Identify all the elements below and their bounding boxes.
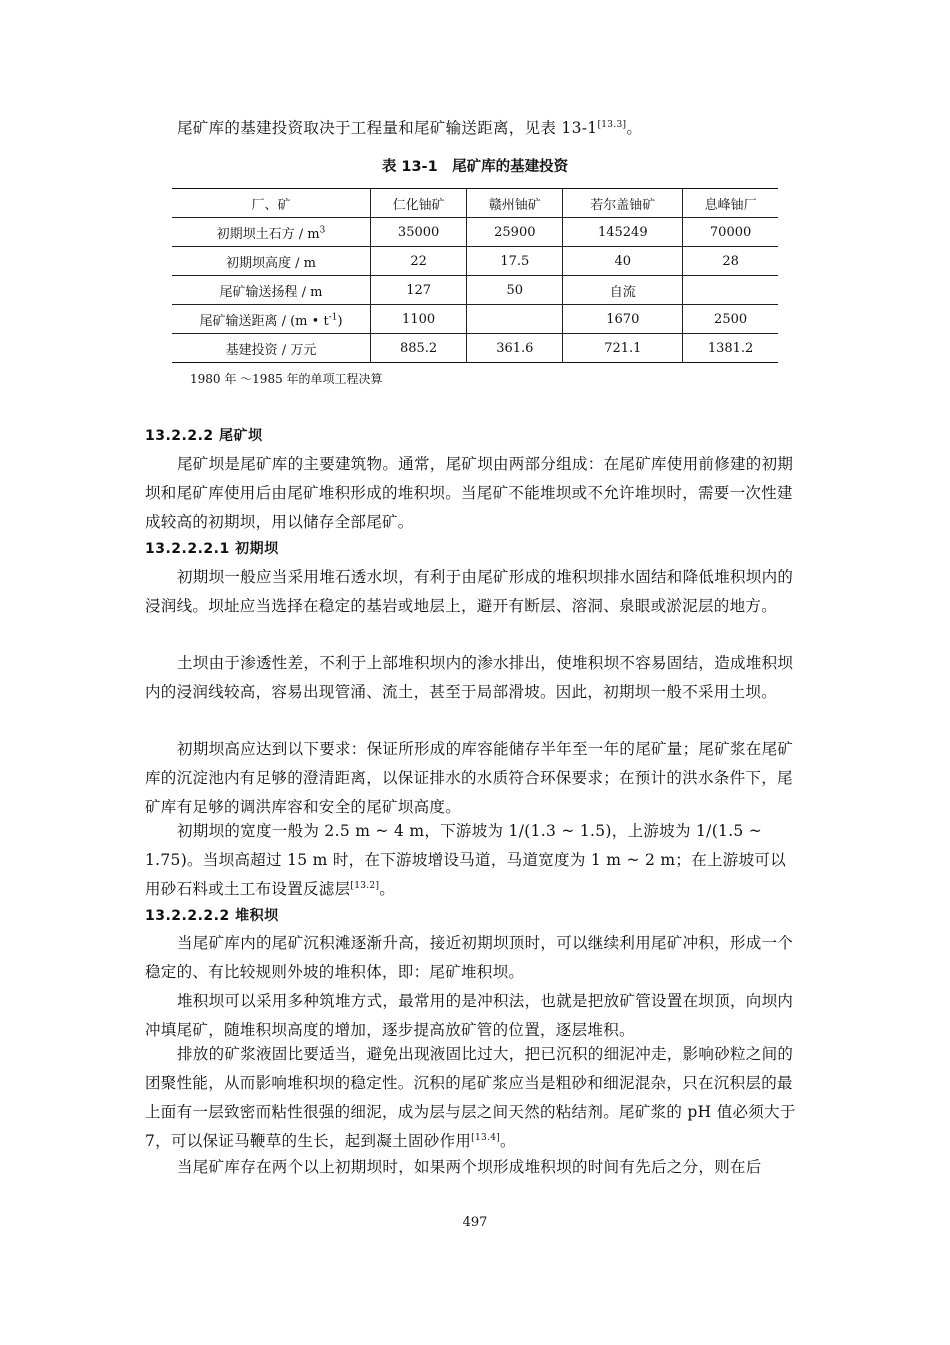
- row-label: 初期坝高度 / m: [172, 247, 371, 276]
- table-row: [172, 276, 778, 305]
- table-cell: 1381.2: [683, 334, 778, 363]
- table-cell: 28: [683, 247, 778, 276]
- page-number: 497: [462, 1215, 488, 1230]
- header-cell: 若尔盖铀矿: [563, 189, 683, 218]
- paragraph: 土坝由于渗透性差，不利于上部堆积坝内的渗水排出，使堆积坝不容易固结，造成堆积坝内的浸润线较高，容易出现管涌、流土，甚至于局部滑坡。因此，初期坝一般不采用土坝。: [145, 654, 794, 701]
- header-cell: 仁化铀矿: [371, 189, 467, 218]
- intro-paragraph: [145, 114, 800, 143]
- table-cell: 2500: [683, 305, 778, 334]
- citation-ref: [13.2]: [350, 880, 380, 891]
- table-header-row: [172, 189, 778, 218]
- paragraph: 初期坝高应达到以下要求：保证所形成的库容能储存半年至一年的尾矿量；尾矿浆在尾矿库的沉淀池内有足够的澄清距离，以保证排水的水质符合环保要求；在预计的洪水条件下，尾矿库有足够的调洪库容和安全的尾矿坝高度。: [145, 740, 794, 816]
- table-cell: 17.5: [467, 247, 563, 276]
- table-caption: 表 13-1 尾矿库的基建投资: [381, 159, 569, 175]
- table-cell: 35000: [371, 218, 467, 247]
- table-cell: [467, 305, 563, 334]
- table-cell: [683, 276, 778, 305]
- paragraph: 尾矿坝是尾矿库的主要建筑物。通常，尾矿坝由两部分组成：在尾矿库使用前修建的初期坝和尾矿库使用后由尾矿堆积形成的堆积坝。当尾矿不能堆坝或不允许堆坝时，需要一次性建成较高的初期坝，用以储存全部尾矿。: [145, 455, 794, 531]
- paragraph: 堆积坝可以采用多种筑堆方式，最常用的是冲积法，也就是把放矿管设置在坝顶，向坝内冲填尾矿，随堆积坝高度的增加，逐步提高放矿管的位置，逐层堆积。: [145, 992, 794, 1039]
- table-cell: 1670: [563, 305, 683, 334]
- citation-ref: [13.3]: [597, 119, 627, 130]
- table-cell: 25900: [467, 218, 563, 247]
- table-cell: 361.6: [467, 334, 563, 363]
- subsection-heading: 13.2.2.2.2 堆积坝: [145, 908, 279, 924]
- table-cell: 50: [467, 276, 563, 305]
- citation-ref: [13.4]: [471, 1132, 501, 1143]
- table-cell: 22: [371, 247, 467, 276]
- table-cell: 721.1: [563, 334, 683, 363]
- table-cell: 自流: [563, 276, 683, 305]
- header-cell: 厂、矿: [172, 189, 371, 218]
- section-heading: 13.2.2.2 尾矿坝: [145, 428, 263, 444]
- row-label: 尾矿输送扬程 / m: [172, 276, 371, 305]
- table-row: [172, 305, 778, 334]
- table-note: 1980 年 ～1985 年的单项工程决算: [190, 372, 383, 386]
- table-cell: 127: [371, 276, 467, 305]
- table-cell: 70000: [683, 218, 778, 247]
- paragraph: 当尾矿库内的尾矿沉积滩逐渐升高，接近初期坝顶时，可以继续利用尾矿冲积，形成一个稳定的、有比较规则外坡的堆积体，即：尾矿堆积坝。: [145, 934, 794, 981]
- paragraph: 当尾矿库存在两个以上初期坝时，如果两个坝形成堆积坝的时间有先后之分，则在后: [177, 1158, 762, 1176]
- paragraph: 初期坝的宽度一般为 2.5 m ~ 4 m，下游坡为 1/(1.3 ~ 1.5)，上游坡为 1/(1.5 ~ 1.75)。当坝高超过 15 m 时，在下游坡增设马道，马道宽度为 1 m ~ 2 m；在上游坡可以用砂石料或土工布设置反滤层[13.2]。: [145, 822, 787, 898]
- row-label: 初期坝土石方 / $m^3$: [172, 218, 371, 247]
- table-row: [172, 334, 778, 363]
- intro-text: 尾矿库的基建投资取决于工程量和尾矿输送距离，见表 13-1: [177, 119, 598, 137]
- table-cell: 145249: [563, 218, 683, 247]
- paragraph: 初期坝一般应当采用堆石透水坝，有利于由尾矿形成的堆积坝排水固结和降低堆积坝内的浸润线。坝址应当选择在稳定的基岩或地层上，避开有断层、溶洞、泉眼或淤泥层的地方。: [145, 568, 794, 615]
- paragraph: 排放的矿浆液固比要适当，避免出现液固比过大，把已沉积的细泥冲走，影响砂粒之间的团聚性能，从而影响堆积坝的稳定性。沉积的尾矿浆应当是粗砂和细泥混杂，只在沉积层的最上面有一层致密而粘性很强的细泥，成为层与层之间天然的粘结剂。尾矿浆的 pH 值必须大于 7，可以保证马鞭草的生长，起到凝土固砂作用[13.4]。: [145, 1045, 796, 1150]
- table-cell: 1100: [371, 305, 467, 334]
- table-cell: 885.2: [371, 334, 467, 363]
- intro-end: 。: [626, 119, 643, 137]
- row-label: 基建投资 / 万元: [172, 334, 371, 363]
- investment-table: [172, 188, 778, 363]
- table-row: [172, 247, 778, 276]
- subsection-heading: 13.2.2.2.1 初期坝: [145, 541, 279, 557]
- header-cell: 赣州铀矿: [467, 189, 563, 218]
- table-cell: 40: [563, 247, 683, 276]
- table-row: [172, 218, 778, 247]
- header-cell: 息峰铀厂: [683, 189, 778, 218]
- row-label: 尾矿输送距离 / (m • $t^{-1}$): [172, 305, 371, 334]
